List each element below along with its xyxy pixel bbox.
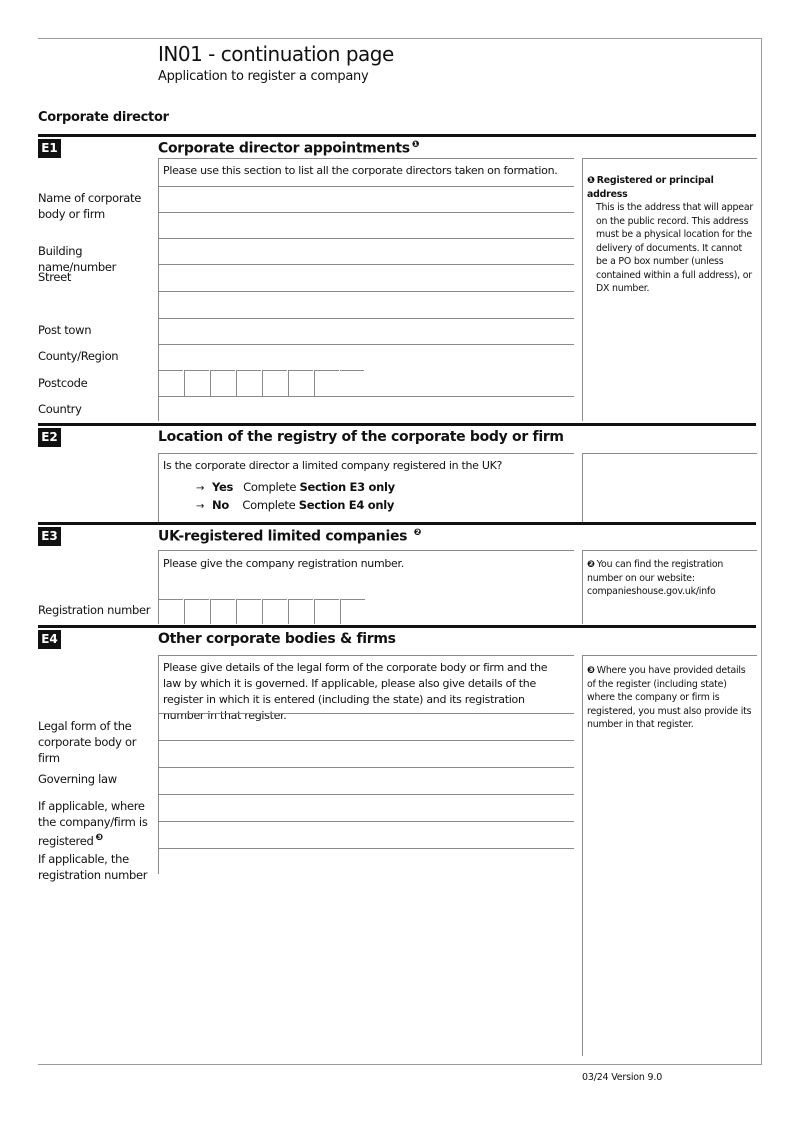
e4-intro: Please give details of the legal form of the corporate body or firm and the law by which it is governed. If applicable, please also give details of the register in which it is entered (including the state) and its registration number in that register. bbox=[163, 661, 548, 722]
label-reg-number: If applicable, the registration number bbox=[38, 852, 148, 882]
where-registered-field-2[interactable] bbox=[158, 821, 574, 849]
section-e1-rule bbox=[38, 134, 756, 137]
section-e2-title: Location of the registry of the corporate body or firm bbox=[158, 429, 564, 445]
option-yes-label: Yes bbox=[212, 480, 234, 494]
e2-question: Is the corporate director a limited company registered in the UK? bbox=[163, 459, 503, 472]
e3-note-body: You can find the registration number on our website: companieshouse.gov.uk/info bbox=[587, 559, 724, 597]
registration-cell[interactable] bbox=[210, 599, 235, 624]
label-building: Building name/number bbox=[38, 244, 117, 274]
option-no-target: Section E4 only bbox=[298, 498, 395, 512]
corporate-name-field-2[interactable] bbox=[158, 212, 574, 239]
registration-cell[interactable] bbox=[158, 599, 183, 624]
note-3-marker: ❸ bbox=[95, 833, 103, 843]
section-e4-rule bbox=[38, 625, 756, 628]
registration-number-cells bbox=[158, 599, 373, 624]
governing-law-field[interactable] bbox=[158, 767, 574, 795]
e4-registration-number-field[interactable] bbox=[158, 848, 574, 874]
postcode-cells bbox=[158, 370, 373, 396]
registration-cell[interactable] bbox=[184, 599, 209, 624]
section-e2-rule bbox=[38, 423, 756, 426]
option-no-text: Complete bbox=[242, 498, 296, 512]
registration-cell[interactable] bbox=[288, 599, 313, 624]
label-where-registered bbox=[38, 798, 156, 849]
postcode-cell-cap bbox=[340, 370, 364, 371]
page-frame-top bbox=[38, 38, 762, 39]
section-e1-badge: E1 bbox=[38, 139, 61, 158]
building-field[interactable] bbox=[158, 238, 574, 265]
e4-note bbox=[587, 664, 755, 732]
note-2-marker-icon: ❷ bbox=[587, 559, 595, 570]
label-country: Country bbox=[38, 402, 82, 416]
postcode-cell[interactable] bbox=[158, 370, 183, 396]
section-e1-title-text: Corporate director appointments bbox=[158, 140, 410, 157]
section-e3-badge: E3 bbox=[38, 527, 61, 546]
version-footer: 03/24 Version 9.0 bbox=[582, 1072, 663, 1083]
form-title: IN01 - continuation page bbox=[158, 42, 394, 66]
option-yes[interactable] bbox=[196, 480, 395, 494]
e3-note bbox=[587, 558, 755, 599]
note-2-marker: ❷ bbox=[413, 528, 422, 538]
section-e3-title-text: UK-registered limited companies bbox=[158, 528, 408, 545]
note-3-marker-icon: ❸ bbox=[587, 665, 595, 676]
postcode-cell[interactable] bbox=[314, 370, 339, 396]
registration-cell[interactable] bbox=[262, 599, 287, 624]
postcode-cell[interactable] bbox=[184, 370, 209, 396]
note-1-marker: ❶ bbox=[411, 140, 420, 150]
e1-intro: Please use this section to list all the corporate directors taken on formation. bbox=[163, 164, 558, 177]
label-where-registered-text: If applicable, where the company/firm is registered bbox=[38, 799, 148, 848]
legal-form-field-2[interactable] bbox=[158, 740, 574, 768]
label-corporate-name: Name of corporate body or firm bbox=[38, 191, 142, 221]
form-subtitle: Application to register a company bbox=[158, 69, 369, 84]
label-legal-form: Legal form of the corporate body or firm bbox=[38, 719, 137, 765]
section-e4-badge: E4 bbox=[38, 630, 61, 649]
label-post-town: Post town bbox=[38, 323, 92, 337]
street-field-2[interactable] bbox=[158, 291, 574, 319]
post-town-field[interactable] bbox=[158, 318, 574, 345]
street-field-1[interactable] bbox=[158, 264, 574, 292]
postcode-cell[interactable] bbox=[262, 370, 287, 396]
label-street: Street bbox=[38, 270, 72, 284]
where-registered-field-1[interactable] bbox=[158, 794, 574, 822]
section-heading: Corporate director bbox=[38, 110, 169, 125]
registration-cell[interactable] bbox=[314, 599, 339, 624]
e4-note-body: Where you have provided details of the register (including state) where the company or firm is registered, you must also provide its number in that register. bbox=[587, 665, 752, 730]
label-governing-law: Governing law bbox=[38, 772, 117, 786]
registration-cell[interactable] bbox=[340, 599, 365, 624]
label-postcode: Postcode bbox=[38, 376, 88, 390]
option-no-label: No bbox=[212, 498, 229, 512]
arrow-right-icon: → bbox=[196, 483, 205, 494]
section-e1-title bbox=[158, 140, 419, 157]
section-e4-title: Other corporate bodies & firms bbox=[158, 631, 396, 647]
registration-cell[interactable] bbox=[236, 599, 261, 624]
corporate-name-field-1[interactable] bbox=[158, 186, 574, 213]
arrow-right-icon: → bbox=[196, 501, 205, 512]
note-1-marker-icon: ❶ bbox=[587, 175, 595, 186]
section-e3-title bbox=[158, 528, 421, 545]
page-frame-right bbox=[761, 38, 762, 1065]
option-yes-target: Section E3 only bbox=[299, 480, 395, 494]
option-yes-text: Complete bbox=[243, 480, 297, 494]
postcode-cell[interactable] bbox=[210, 370, 235, 396]
country-field[interactable] bbox=[158, 396, 574, 421]
legal-form-field-1[interactable] bbox=[158, 713, 574, 741]
postcode-cell[interactable] bbox=[236, 370, 261, 396]
county-field[interactable] bbox=[158, 344, 574, 371]
e2-note-box bbox=[582, 453, 757, 522]
e1-note-title: Registered or principal address bbox=[587, 175, 714, 200]
page-frame-bottom bbox=[38, 1064, 762, 1065]
section-e2-badge: E2 bbox=[38, 428, 61, 447]
e3-intro: Please give the company registration number. bbox=[163, 557, 404, 570]
option-no[interactable] bbox=[196, 498, 394, 512]
postcode-cell[interactable] bbox=[288, 370, 313, 396]
label-county: County/Region bbox=[38, 349, 119, 363]
e1-note-body: This is the address that will appear on the public record. This address must be a physical location for the delivery of documents. It cannot be a PO box number (unless contained within a full address), or DX number. bbox=[596, 202, 754, 294]
e1-note bbox=[587, 174, 755, 296]
label-registration-number: Registration number bbox=[38, 603, 151, 617]
section-e3-rule bbox=[38, 522, 756, 525]
